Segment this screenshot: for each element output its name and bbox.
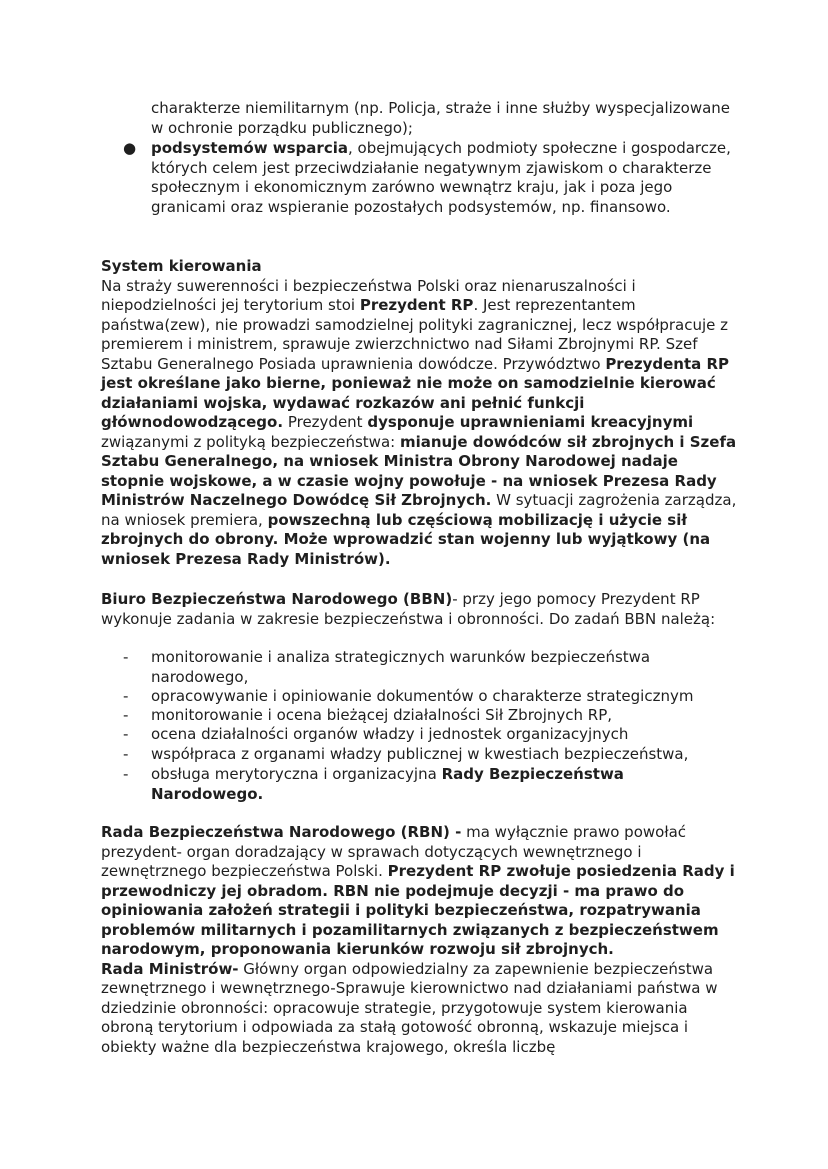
section-heading: [101, 257, 741, 277]
bullet-text: [151, 139, 741, 217]
bullet-bold: podsystemów wsparcia: [151, 139, 348, 157]
dash-marker: -: [123, 765, 129, 783]
section-bbn: [101, 590, 741, 629]
text-run: Na straży suwerenności i bezpieczeństwa Polski oraz nienaruszalności i niepodzielności jej terytorium stoi: [101, 276, 636, 314]
bold-run: Biuro Bezpieczeństwa Narodowego (BBN): [101, 590, 453, 608]
bold-run: Rada Bezpieczeństwa Narodowego (RBN) -: [101, 823, 462, 841]
bold-run: powszechną lub częściową mobilizację i użycie sił zbrojnych do obrony. Może wprowadzić stan wojenny lub wyjątkowy (na wniosek Prezesa Rady Ministrów).: [101, 510, 711, 568]
rbn-paragraph: [101, 823, 741, 960]
list-item-text: [151, 765, 741, 804]
rm-paragraph: [101, 960, 741, 1058]
bbn-paragraph: [101, 590, 741, 629]
bullet-dot: ●: [123, 139, 137, 157]
text-run: obsługa merytoryczna i organizacyjna: [151, 765, 442, 783]
bullet-continuation-text: charakterze niemilitarnym (np. Policja, straże i inne służby wyspecjalizowane w ochronie porządku publicznego);: [151, 99, 731, 137]
system-paragraph: [101, 277, 741, 570]
list-item-text: monitorowanie i ocena bieżącej działalności Sił Zbrojnych RP,: [151, 706, 613, 724]
text-run: . Jest reprezentantem państwa(zew), nie prowadzi samodzielnej polityki zagranicznej, lecz współpracuje z premierem i ministrem, sprawuje zwierzchnictwo nad Siłami Zbrojnymi RP. Szef Sztabu Generalnego Posiada uprawnienia dowódcze. Przywództwo: [101, 296, 729, 373]
bullet-continuation: [151, 99, 741, 138]
bold-run: Rady Bezpieczeństwa Narodowego.: [151, 765, 624, 803]
section-system-kierowania: [101, 257, 741, 569]
text-run: związanymi z polityką bezpieczeństwa:: [101, 432, 400, 451]
text-run: W sytuacji zagrożenia zarządza, na wniosek premiera,: [101, 491, 737, 529]
bold-run: mianuje dowódców sił zbrojnych i Szefa Sztabu Generalnego, na wniosek Ministra Obrony Narodowej nadaje stopnie wojskowe, a w czasie wojny powołuje - na wniosek Prezesa Rady Ministrów Naczelnego Dowódcę Sił Zbrojnych.: [101, 432, 737, 509]
list-item-text: współpraca z organami władzy publicznej w kwestiach bezpieczeństwa,: [151, 745, 689, 763]
dash-marker: -: [123, 725, 129, 743]
text-run: ma wyłącznie prawo powołać prezydent- organ doradzający w sprawach dotyczących wewnętrznego i zewnętrznego bezpieczeństwa Polski.: [101, 823, 687, 880]
text-run: - przy jego pomocy Prezydent RP wykonuje zadania w zakresie bezpieczeństwa i obronności. Do zadań BBN należą:: [101, 590, 716, 628]
dash-marker: -: [123, 745, 129, 763]
dash-marker: -: [123, 687, 129, 705]
list-item-text: monitorowanie i analiza strategicznych warunków bezpieczeństwa narodowego,: [151, 648, 651, 686]
list-item-text: opracowywanie i opiniowanie dokumentów o charakterze strategicznym: [151, 687, 694, 705]
bold-run: Prezydenta RP jest określane jako bierne, ponieważ nie może on samodzielnie kierować działaniami wojska, wydawać rozkazów ani pełnić funkcji głównodowodzącego.: [101, 354, 730, 431]
bold-run: Rada Ministrów-: [101, 959, 239, 978]
section-rbn: [101, 823, 741, 1057]
dash-marker: -: [123, 706, 129, 724]
dash-marker: -: [123, 648, 129, 666]
text-run: Prezydent: [283, 413, 368, 431]
bold-run: Prezydent RP zwołuje posiedzenia Rady i przewodniczy jej obradom. RBN nie podejmuje decyzji - ma prawo do opiniowania założeń strategii i polityki bezpieczeństwa, rozpatrywania problemów militarnych i pozamilitarnych związanych z bezpieczeństwem narodowym, proponowania kierunków rozwoju sił zbrojnych.: [101, 862, 735, 958]
bullet-rest: , obejmujących podmioty społeczne i gospodarcze, których celem jest przeciwdziałanie negatywnym zjawiskom o charakterze społecznym i ekonomicznym zarówno wewnątrz kraju, jak i poza jego granicami oraz wspieranie pozostałych podsystemów, np. finansowo.: [151, 139, 731, 216]
bold-run: Prezydent RP: [359, 296, 474, 314]
text-run: Główny organ odpowiedzialny za zapewnienie bezpieczeństwa zewnętrznego i wewnętrznego-Sprawuje kierownictwo nad działaniami państwa w dziedzinie obronności: opracowuje strategie, przygotowuje system kierowania obroną terytorium i odpowiada za stałą gotowość obronną, wskazuje miejsca i obiekty ważne dla bezpieczeństwa krajowego, określa liczbę: [101, 959, 718, 1056]
heading-text: System kierowania: [101, 257, 262, 275]
bold-run: dysponuje uprawnieniami kreacyjnymi: [367, 413, 694, 431]
list-item-text: ocena działalności organów władzy i jednostek organizacyjnych: [151, 725, 629, 743]
